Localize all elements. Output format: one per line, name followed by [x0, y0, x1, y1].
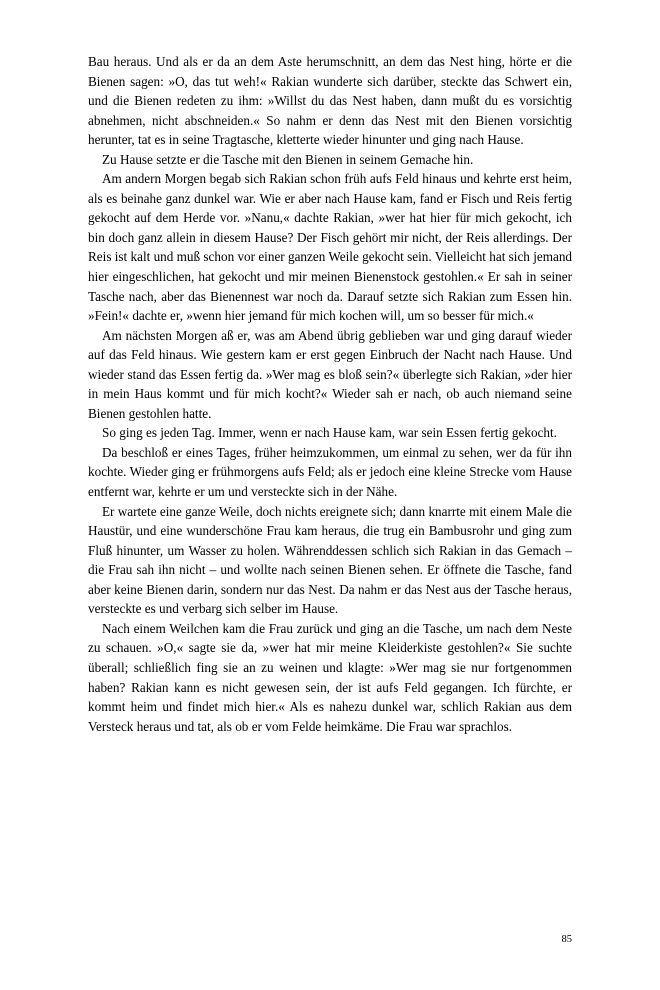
paragraph: Da beschloß er eines Tages, früher heimzukommen, um einmal zu sehen, wer da für ihn kochte. Wieder ging er frühmorgens aufs Feld; als er jedoch eine kleine Strecke vom Hause entfernt war, kehrte er um und versteckte sich in der Nähe. — [88, 444, 572, 500]
paragraph: Nach einem Weilchen kam die Frau zurück und ging an die Tasche, um nach dem Neste zu schauen. »O,« sagte sie da, »wer hat mir meine Kleiderkiste gestohlen?« Sie suchte überall; schließlich fing sie an zu weinen und klagte: »Wer mag sie nur fortgenommen haben? Rakian kann es nicht gewesen sein, der ist aufs Feld gegangen. Ich fürchte, er kommt heim und findet mich hier.« Als es nahezu dunkel war, schlich Rakian aus dem Versteck heraus und tat, als ob er vom Felde heimkäme. Die Frau war sprachlos. — [88, 620, 572, 734]
paragraph: Am nächsten Morgen aß er, was am Abend übrig geblieben war und ging darauf wieder auf das Feld hinaus. Wie gestern kam er erst gegen Einbruch der Nacht nach Hause. Und wieder stand das Essen fertig da. »Wer mag es bloß sein?« überlegte sich Rakian, »der hier in mein Haus kommt und für mich kocht?« Wieder sah er nach, ob auch niemand seine Bienen gestohlen hatte. — [88, 327, 572, 421]
paragraph: Am andern Morgen begab sich Rakian schon früh aufs Feld hinaus und kehrte erst heim, als es beinahe ganz dunkel war. Wie er aber nach Hause kam, fand er Fisch und Reis fertig gekocht auf dem Herde vor. »Nanu,« dachte Rakian, »wer hat hier für mich gekocht, ich bin doch ganz allein in diesem Hause? Der Fisch gehört mir nicht, der Reis allerdings. Der Reis ist kalt und muß schon vor einer ganzen Weile gekocht sein. Vielleicht hat sich jemand hier eingeschlichen, hat gekocht und mir meinen Bienenstock gestohlen.« Er sah in seiner Tasche nach, aber das Bienennest war noch da. Darauf setzte sich Rakian zum Essen hin. »Fein!« dachte er, »wenn hier jemand für mich kochen will, um so besser für mich.« — [88, 171, 573, 324]
paragraph: So ging es jeden Tag. Immer, wenn er nach Hause kam, war sein Essen fertig gekocht. — [102, 425, 557, 441]
page-number: 85 — [561, 934, 572, 945]
paragraph: Er wartete eine ganze Weile, doch nichts ereignete sich; dann knarrte mit einem Male die Haustür, und eine wunderschöne Frau kam heraus, die trug ein Bambusrohr und ging zum Fluß hinunter, um Wasser zu holen. Währenddessen schlich sich Rakian in das Gemach – die Frau sah ihn nicht – und wollte nach seinen Bienen sehen. Er öffnete die Tasche, fand aber keine Bienen darin, sondern nur das Nest. Da nahm er das Nest aus der Tasche heraus, versteckte es und verbarg sich selber im Hause. — [88, 503, 572, 617]
paragraph: Zu Hause setzte er die Tasche mit den Bienen in seinem Gemache hin. — [102, 151, 474, 167]
paragraph: Bau heraus. Und als er da an dem Aste herumschnitt, an dem das Nest hing, hörte er die Bienen sagen: »O, das tut weh!« Rakian wunderte sich darüber, steckte das Schwert ein, und die Bienen redeten zu ihm: »Willst du das Nest haben, dann mußt du es vorsichtig abnehmen, nicht abschneiden.« So nahm er denn das Nest mit den Bienen vorsichtig herunter, tat es in seine Tragtasche, kletterte wieder hinunter und ging nach Hause. — [88, 54, 572, 148]
body-text — [88, 52, 572, 736]
